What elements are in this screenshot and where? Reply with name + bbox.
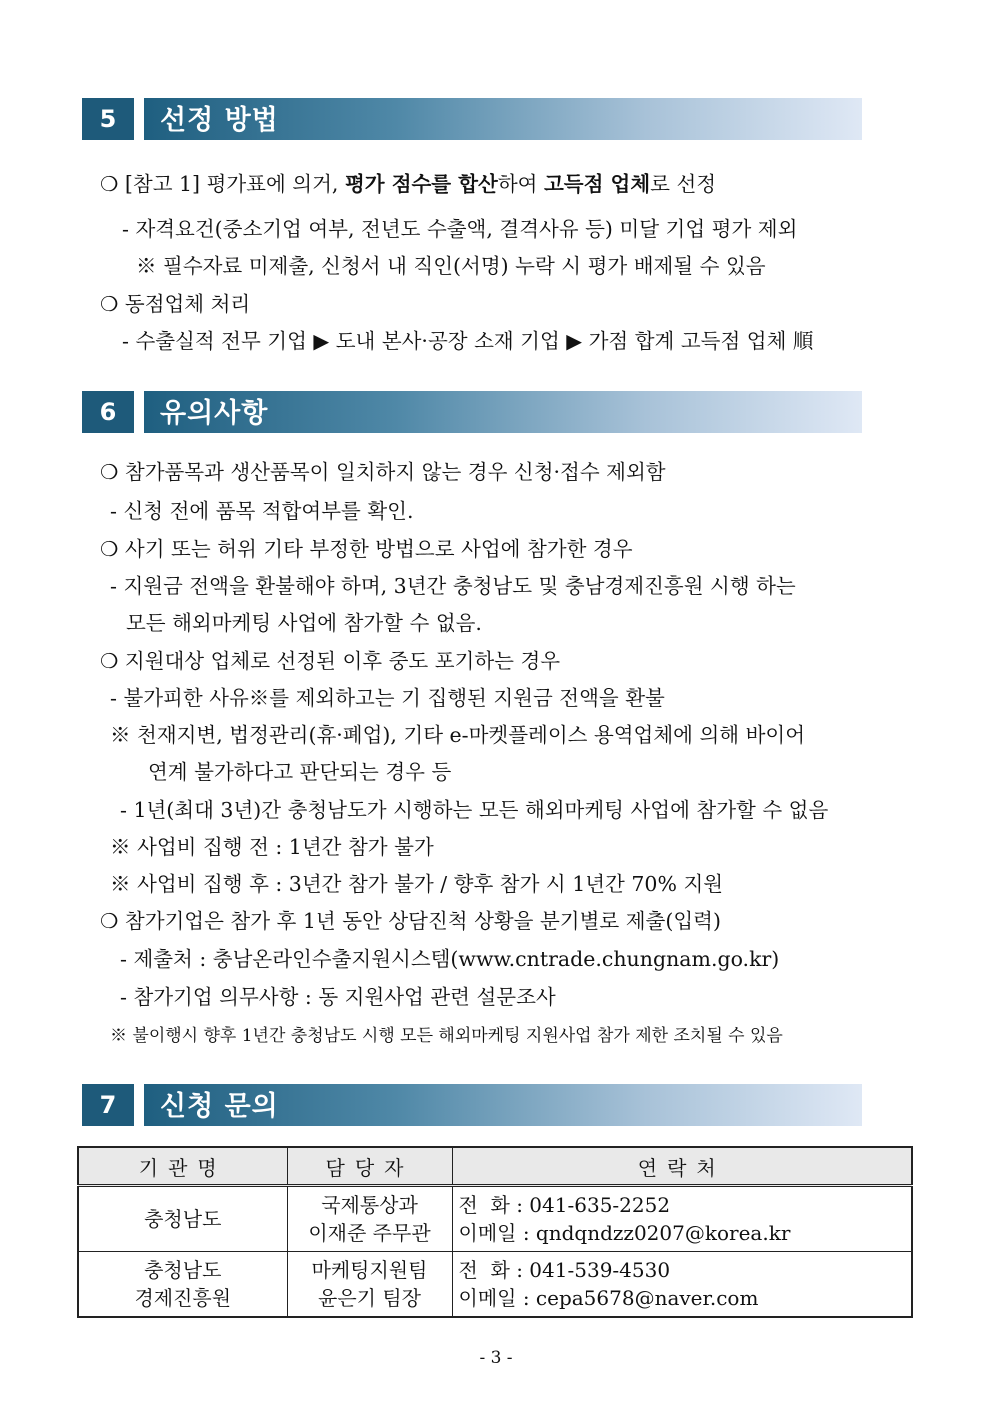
header-contact: 연락처: [452, 1147, 912, 1186]
s6-line-15: - 참가기업 의무사항 : 동 지원사업 관련 설문조사: [120, 985, 556, 1009]
s6-line-16: ※ 불이행시 향후 1년간 충청남도 시행 모든 해외마케팅 지원사업 참가 제한 조치될 수 있음: [110, 1026, 783, 1046]
s6-line-2: - 신청 전에 품목 적합여부를 확인.: [110, 499, 414, 523]
contact-cell: [452, 1186, 912, 1252]
s6-line-3: ❍ 사기 또는 허위 기타 부정한 방법으로 사업에 참가한 경우: [100, 537, 633, 561]
s6-line-8: ※ 천재지변, 법정관리(휴·폐업), 기타 e-마켓플레이스 용역업체에 의해 바이어: [110, 723, 806, 747]
phone: 전 화 : 041-539-4530: [458, 1258, 671, 1282]
s6-line-1: ❍ 참가품목과 생산품목이 일치하지 않는 경우 신청·접수 제외함: [100, 460, 666, 484]
org-cell: 충청남도 경제진흥원: [78, 1252, 287, 1318]
section-7-header: [82, 1084, 862, 1126]
s5-line-1: ❍ [참고 1] 평가표에 의거, 평가 점수를 합산하여 고득점 업체로 선정: [100, 172, 717, 196]
s6-line-6: ❍ 지원대상 업체로 선정된 이후 중도 포기하는 경우: [100, 649, 561, 673]
section-number: 6: [82, 391, 134, 433]
phone: 전 화 : 041-635-2252: [458, 1193, 671, 1217]
header-org: 기관명: [78, 1147, 287, 1186]
section-6-header: [82, 391, 862, 433]
contact-cell: [452, 1252, 912, 1318]
section-title: 선정 방법: [160, 105, 279, 136]
s6-line-11: ※ 사업비 집행 전 : 1년간 참가 불가: [110, 835, 434, 859]
person-cell: 마케팅지원팀 윤은기 팀장: [287, 1252, 452, 1318]
s6-line-4: - 지원금 전액을 환불해야 하며, 3년간 충청남도 및 충남경제진흥원 시행 하는: [110, 574, 796, 598]
section-5-header: [82, 98, 862, 140]
contact-table: [77, 1146, 913, 1318]
table-row: [78, 1252, 912, 1318]
section-number: 5: [82, 98, 134, 140]
section-title: 유의사항: [160, 398, 269, 429]
s6-line-12: ※ 사업비 집행 후 : 3년간 참가 불가 / 향후 참가 시 1년간 70% 지원: [110, 872, 724, 896]
org-cell: 충청남도: [78, 1186, 287, 1252]
s6-line-13: ❍ 참가기업은 참가 후 1년 동안 상담진척 상황을 분기별로 제출(입력): [100, 909, 721, 933]
table-header-row: [78, 1147, 912, 1186]
table-row: [78, 1186, 912, 1252]
s6-line-14: - 제출처 : 충남온라인수출지원시스템(www.cntrade.chungnam.go.kr): [120, 947, 780, 971]
email: 이메일 : cepa5678@naver.com: [458, 1286, 759, 1310]
s6-line-9: 연계 불가하다고 판단되는 경우 등: [148, 760, 452, 784]
s5-line-5: - 수출실적 전무 기업 ▶ 도내 본사·공장 소재 기업 ▶ 가점 합계 고득점 업체 順: [122, 329, 814, 353]
s6-line-7: - 불가피한 사유※를 제외하고는 기 집행된 지원금 전액을 환불: [110, 686, 665, 710]
section-number: 7: [82, 1084, 134, 1126]
page-number: - 3 -: [479, 1348, 513, 1368]
s5-line-4: ❍ 동점업체 처리: [100, 292, 251, 316]
s6-line-5: 모든 해외마케팅 사업에 참가할 수 없음.: [126, 611, 482, 635]
email: 이메일 : qndqndzz0207@korea.kr: [458, 1221, 791, 1245]
s6-line-10: - 1년(최대 3년)간 충청남도가 시행하는 모든 해외마케팅 사업에 참가할 수 없음: [120, 798, 829, 822]
person-cell: 국제통상과 이재준 주무관: [287, 1186, 452, 1252]
s5-line-3: ※ 필수자료 미제출, 신청서 내 직인(서명) 누락 시 평가 배제될 수 있음: [136, 254, 766, 278]
header-person: 담당자: [287, 1147, 452, 1186]
section-title: 신청 문의: [160, 1091, 279, 1122]
s5-line-2: - 자격요건(중소기업 여부, 전년도 수출액, 결격사유 등) 미달 기업 평가 제외: [122, 217, 798, 241]
